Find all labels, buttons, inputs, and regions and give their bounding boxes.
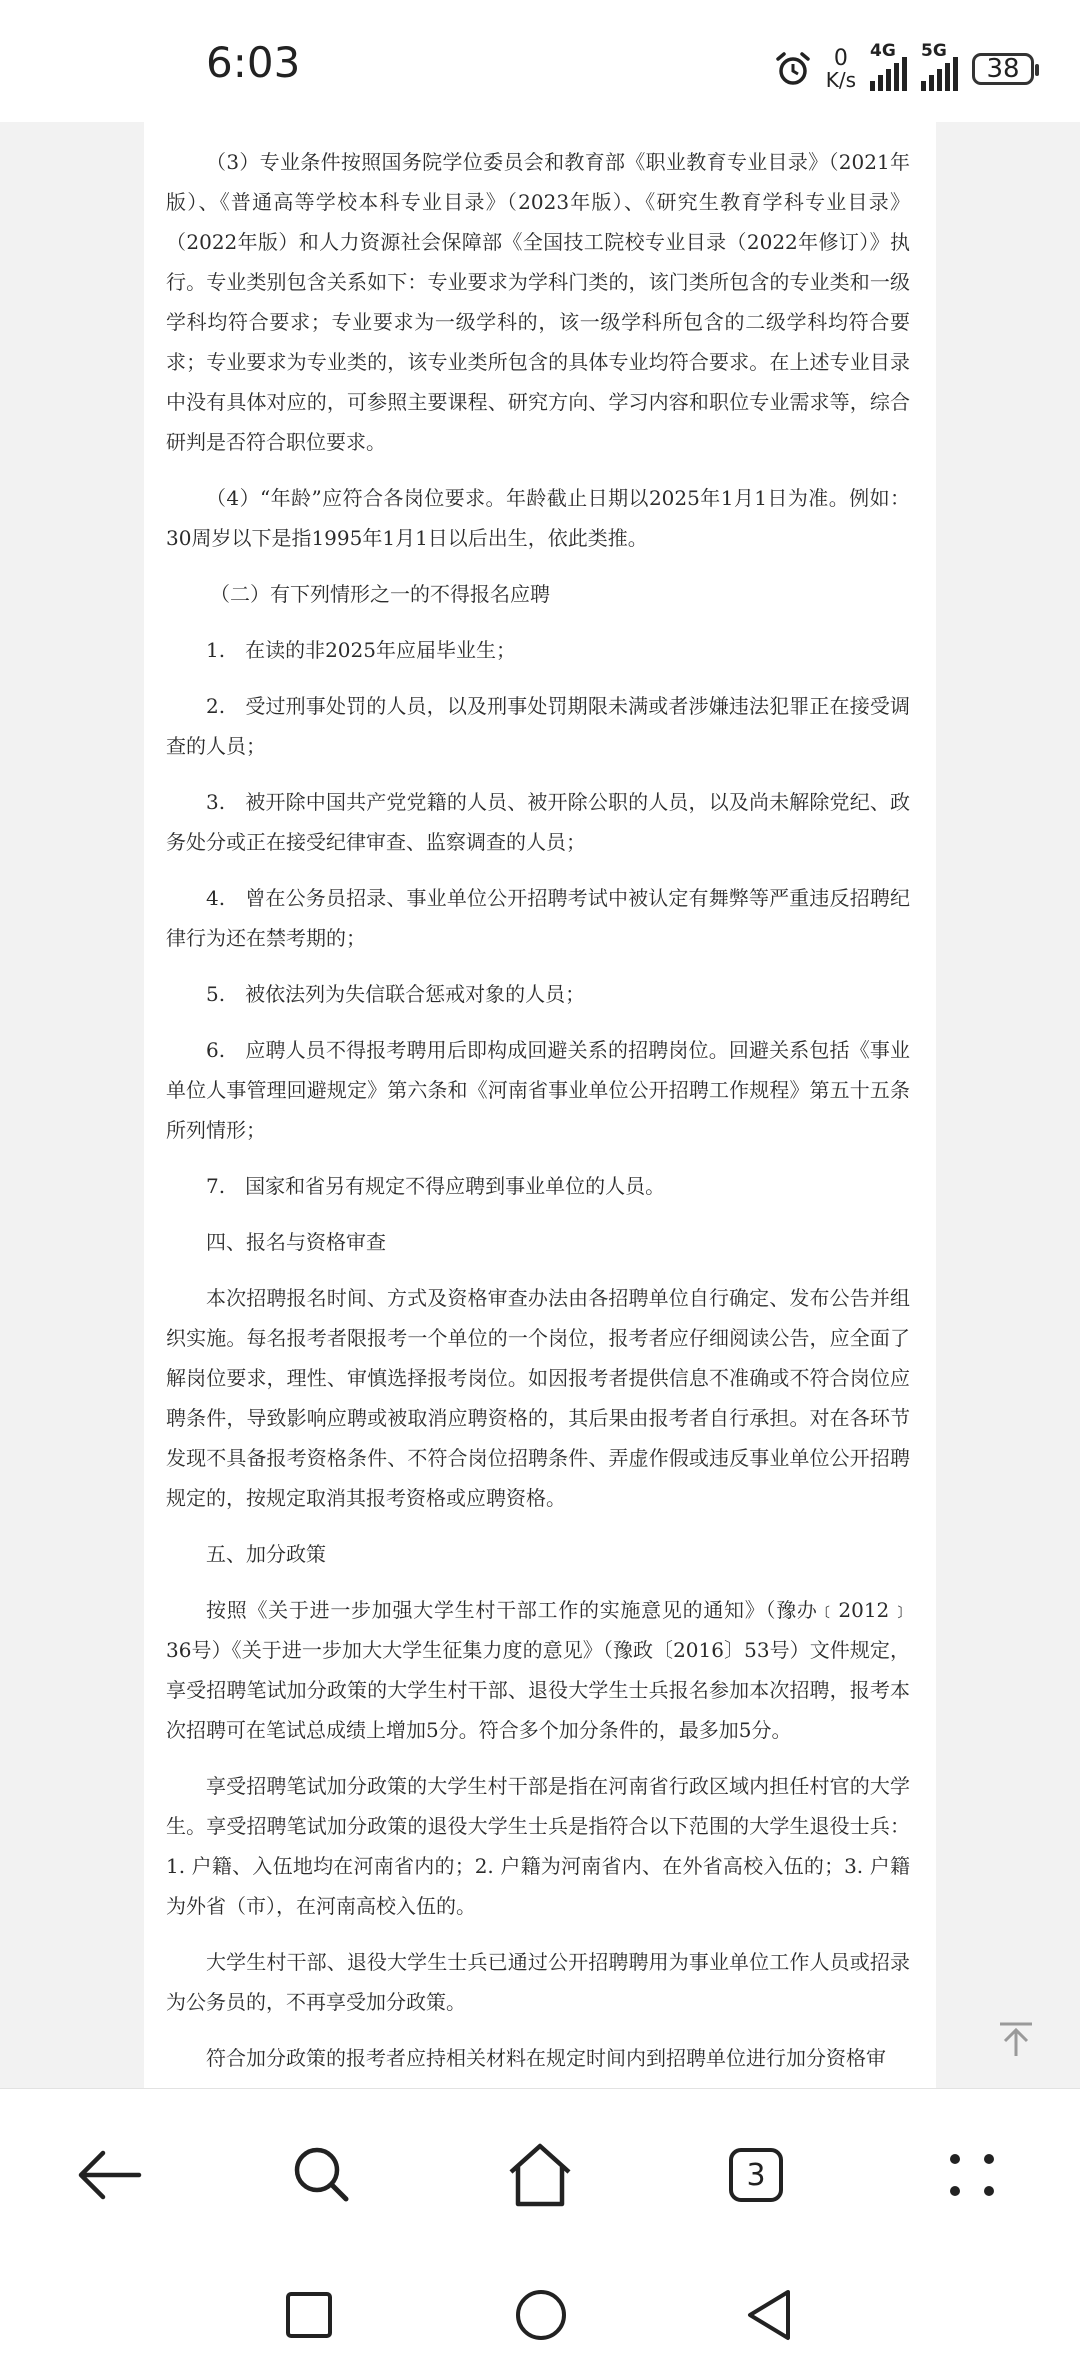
- tabs-button[interactable]: [716, 2135, 796, 2215]
- net-speed: [826, 48, 856, 90]
- search-button[interactable]: [282, 2135, 362, 2215]
- list-item: 5. 被依法列为失信联合惩戒对象的人员；: [206, 982, 586, 1006]
- net-speed-value: 0: [833, 46, 848, 71]
- signal-5g-icon: [921, 41, 958, 91]
- back-triangle-button[interactable]: [744, 2288, 794, 2342]
- status-icons: [774, 41, 1034, 92]
- document-content: [144, 122, 936, 2078]
- home-button[interactable]: [500, 2135, 580, 2215]
- list-item: 4. 曾在公务员招录、事业单位公开招聘考试中被认定有舞弊等严重违反招聘纪律行为还在禁考期的；: [166, 886, 910, 950]
- section-heading: 五、加分政策: [206, 1542, 326, 1566]
- section-heading: 四、报名与资格审查: [206, 1230, 386, 1254]
- list-item: 2. 受过刑事处罚的人员，以及刑事处罚期限未满或者涉嫌违法犯罪正在接受调查的人员；: [166, 694, 910, 758]
- alarm-icon: [774, 50, 812, 88]
- tabs-icon: [729, 2148, 783, 2202]
- browser-nav-bar: [0, 2088, 1080, 2259]
- section-heading: （二）有下列情形之一的不得报名应聘: [210, 582, 550, 606]
- signal-4g-label: 4G: [870, 41, 896, 61]
- paragraph: 本次招聘报名时间、方式及资格审查办法由各招聘单位自行确定、发布公告并组织实施。每名报考者限报考一个单位的一个岗位，报考者应仔细阅读公告，应全面了解岗位要求，理性、审慎选择报考岗位。如因报考者提供信息不准确或不符合岗位应聘条件，导致影响应聘或被取消应聘资格的，其后果由报考者自行承担。对在各环节发现不具备报考资格条件、不符合岗位招聘条件、弄虚作假或违反事业单位公开招聘规定的，按规定取消其报考资格或应聘资格。: [166, 1286, 910, 1510]
- recents-button[interactable]: [284, 2290, 334, 2340]
- battery-level: 38: [986, 54, 1020, 84]
- home-circle-button[interactable]: [514, 2288, 568, 2342]
- paragraph: 享受招聘笔试加分政策的大学生村干部是指在河南省行政区域内担任村官的大学生。享受招聘笔试加分政策的退役大学生士兵是指符合以下范围的大学生退役士兵：1. 户籍、入伍地均在河南省内的；2. 户籍为河南省内、在外省高校入伍的；3. 户籍为外省（市），在河南高校入伍的。: [166, 1774, 910, 1918]
- home-icon: [505, 2142, 575, 2208]
- system-nav-bar: [0, 2258, 1080, 2376]
- tab-count: 3: [746, 2157, 766, 2193]
- list-item: 3. 被开除中国共产党党籍的人员、被开除公职的人员，以及尚未解除党纪、政务处分或正在接受纪律审查、监察调查的人员；: [166, 790, 910, 854]
- scroll-top-icon: [996, 2020, 1036, 2060]
- paragraph: 符合加分政策的报考者应持相关材料在规定时间内到招聘单位进行加分资格审: [206, 2046, 886, 2070]
- paragraph: （4）“年龄”应符合各岗位要求。年龄截止日期以2025年1月1日为准。例如：30周岁以下是指1995年1月1日以后出生，依此类推。: [166, 486, 910, 550]
- list-item: 7. 国家和省另有规定不得应聘到事业单位的人员。: [206, 1174, 666, 1198]
- search-icon: [290, 2143, 354, 2207]
- scroll-to-top-button[interactable]: [996, 2020, 1036, 2060]
- paragraph: （3）专业条件按照国务院学位委员会和教育部《职业教育专业目录》（2021年版）、《普通高等学校本科专业目录》（2023年版）、《研究生教育学科专业目录》（2022年版）和人力资源社会保障部《全国技工院校专业目录（2022年修订）》执行。专业类别包含关系如下：专业要求为学科门类的，该门类所包含的专业类和一级学科均符合要求；专业要求为一级学科的，该一级学科所包含的二级学科均符合要求；专业要求为专业类的，该专业类所包含的具体专业均符合要求。在上述专业目录中没有具体对应的，可参照主要课程、研究方向、学习内容和职位专业需求等，综合研判是否符合职位要求。: [166, 150, 910, 454]
- paragraph: 大学生村干部、退役大学生士兵已通过公开招聘聘用为事业单位工作人员或招录为公务员的，不再享受加分政策。: [166, 1950, 910, 2014]
- list-item: 6. 应聘人员不得报考聘用后即构成回避关系的招聘岗位。回避关系包括《事业单位人事管理回避规定》第六条和《河南省事业单位公开招聘工作规程》第五十五条所列情形；: [166, 1038, 910, 1142]
- signal-4g-icon: [870, 41, 907, 91]
- net-speed-unit: K/s: [825, 68, 856, 92]
- battery-icon: [972, 53, 1034, 85]
- document-page: [144, 122, 936, 2088]
- signal-5g-label: 5G: [921, 41, 947, 61]
- menu-dots-icon: [942, 2145, 1002, 2205]
- paragraph: 按照《关于进一步加强大学生村干部工作的实施意见的通知》（豫办﹝2012﹞36号）《关于进一步加大大学生征集力度的意见》（豫政〔2016〕53号）文件规定，享受招聘笔试加分政策的大学生村干部、退役大学生士兵报名参加本次招聘，报考本次招聘可在笔试总成绩上增加5分。符合多个加分条件的，最多加5分。: [166, 1598, 910, 1742]
- status-bar: [0, 0, 1080, 122]
- status-time: 6:03: [206, 38, 301, 87]
- list-item: 1. 在读的非2025年应届毕业生；: [206, 638, 516, 662]
- back-button[interactable]: [68, 2135, 148, 2215]
- menu-button[interactable]: [932, 2135, 1012, 2215]
- back-arrow-icon: [73, 2145, 143, 2205]
